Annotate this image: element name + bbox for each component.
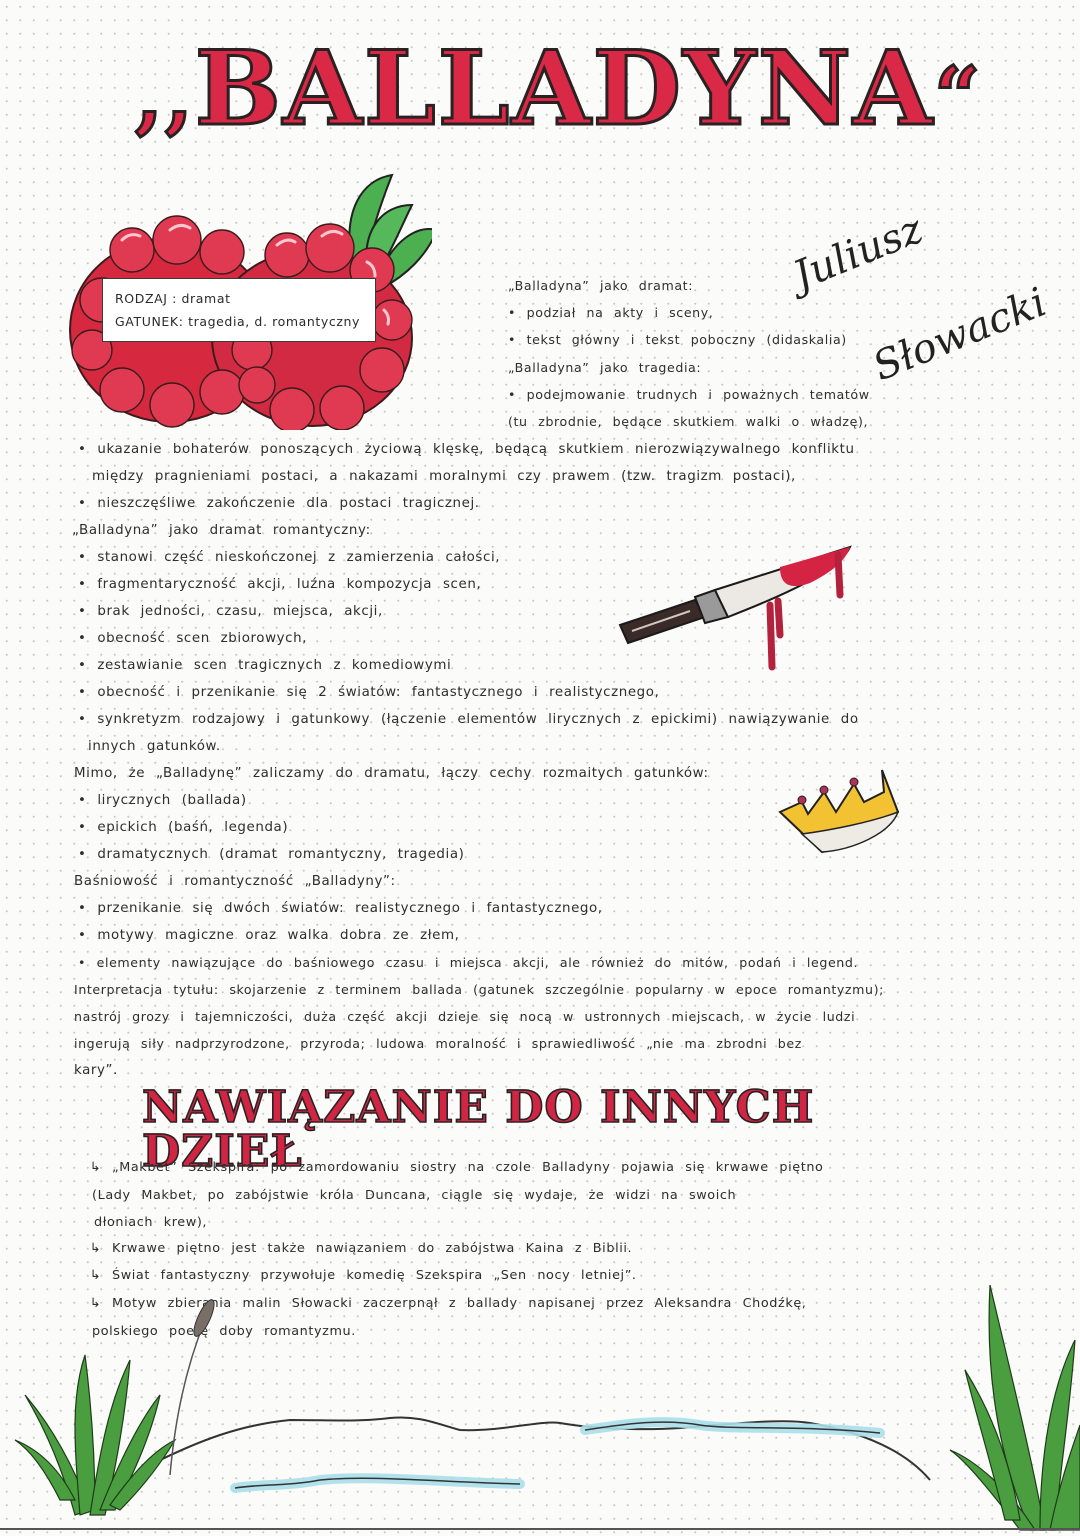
- text-line: Baśniowość i romantyczność „Balladyny”:: [74, 874, 396, 889]
- text-line: nastrój grozy i tajemniczości, duża część akcji dzieje się nocą w ustronnych miejscach, w życie ludzi: [74, 1009, 856, 1024]
- text-line: • epickich (baśń, legenda): [78, 820, 289, 835]
- text-line: • lirycznych (ballada): [78, 793, 247, 808]
- text-line: • tekst główny i tekst poboczny (didaskalia): [508, 332, 847, 347]
- text-line: „Balladyna” jako dramat romantyczny:: [72, 523, 371, 538]
- text-line: • fragmentaryczność akcji, luźna kompozycja scen,: [78, 577, 482, 592]
- text-line: (Lady Makbet, po zabójstwie króla Duncana, ciągle się wydaje, że widzi na swoich: [92, 1188, 737, 1203]
- text-line: • podejmowanie trudnych i poważnych tematów: [508, 387, 870, 402]
- genre-info-box: [102, 278, 376, 342]
- text-line: • przenikanie się dwóch światów: realistycznego i fantastycznego,: [78, 901, 603, 916]
- author-first-name: Juliusz: [786, 206, 930, 300]
- text-line: • obecność scen zbiorowych,: [78, 631, 308, 646]
- section-title-references: NAWIĄZANIE DO INNYCH DZIEŁ: [142, 1082, 815, 1177]
- close-quote: “: [934, 49, 983, 143]
- text-line: polskiego poetę doby romantyzmu.: [92, 1324, 356, 1339]
- page-title: [135, 29, 995, 149]
- text-line: • podział na akty i sceny,: [508, 305, 714, 320]
- text-line: „Balladyna” jako tragedia:: [508, 360, 702, 375]
- text-line: „Balladyna” jako dramat:: [508, 278, 694, 293]
- open-quote: ,,: [135, 49, 195, 143]
- text-line: ↳ Motyw zbierania malin Słowacki zaczerpnął z ballady napisanej przez Aleksandra Chodźkę,: [90, 1296, 807, 1311]
- title-text: BALLADYNA: [194, 29, 935, 149]
- bloody-knife-illustration: [610, 535, 860, 675]
- text-line: ↳ Świat fantastyczny przywołuje komedię Szekspira „Sen nocy letniej”.: [90, 1268, 637, 1283]
- text-line: Interpretacja tytułu: skojarzenie z terminem ballada (gatunek szczególnie popularny w epoce romantyzmu);: [74, 982, 884, 997]
- text-line: ↳ Krwawe piętno jest także nawiązaniem do zabójstwa Kaina z Biblii.: [90, 1241, 633, 1256]
- author-last-name: Słowacki: [866, 279, 1053, 391]
- text-line: (tu zbrodnie, będące skutkiem walki o władzę),: [508, 414, 869, 429]
- text-line: • obecność i przenikanie się 2 światów: fantastycznego i realistycznego,: [78, 685, 660, 700]
- page-bottom-edge: [0, 1528, 1080, 1530]
- text-line: Mimo, że „Balladynę” zaliczamy do dramatu, łączy cechy rozmaitych gatunków:: [74, 766, 709, 781]
- text-line: dłoniach krew),: [94, 1215, 208, 1230]
- text-line: • synkretyzm rodzajowy i gatunkowy (łączenie elementów lirycznych z epickimi) nawiązywanie do: [78, 712, 859, 727]
- rodzaj-label: RODZAJ : dramat: [115, 291, 231, 306]
- text-line: • motywy magiczne oraz walka dobra ze złem,: [78, 928, 460, 943]
- text-line: ingerują siły nadprzyrodzone, przyroda; ludowa moralność i sprawiedliwość „nie ma zbrodni bez: [74, 1036, 802, 1051]
- crown-illustration: [772, 762, 902, 857]
- text-line: innych gatunków.: [88, 739, 221, 754]
- text-line: • stanowi część nieskończonej z zamierzenia całości,: [78, 550, 501, 565]
- text-line: • dramatycznych (dramat romantyczny, tragedia): [78, 847, 465, 862]
- gatunek-label: GATUNEK: tragedia, d. romantyczny: [115, 314, 361, 329]
- text-line: ↳ „Makbet” Szekspira: po zamordowaniu siostry na czole Balladyny pojawia się krwawe piętno: [90, 1160, 824, 1175]
- text-line: kary”.: [74, 1063, 118, 1078]
- text-line: • nieszczęśliwe zakończenie dla postaci tragicznej.: [78, 496, 480, 511]
- text-line: • ukazanie bohaterów ponoszących życiową klęskę, będącą skutkiem nierozwiązywalnego konfliktu: [78, 442, 855, 457]
- text-line: między pragnieniami postaci, a nakazami moralnymi czy prawem (tzw. tragizm postaci),: [92, 469, 796, 484]
- text-line: • brak jedności, czasu, miejsca, akcji,: [78, 604, 383, 619]
- text-line: • elementy nawiązujące do baśniowego czasu i miejsca akcji, ale również do mitów, podań i legend.: [78, 955, 859, 970]
- landscape-illustration: [0, 1260, 1080, 1536]
- text-line: • zestawianie scen tragicznych z komediowymi: [78, 658, 452, 673]
